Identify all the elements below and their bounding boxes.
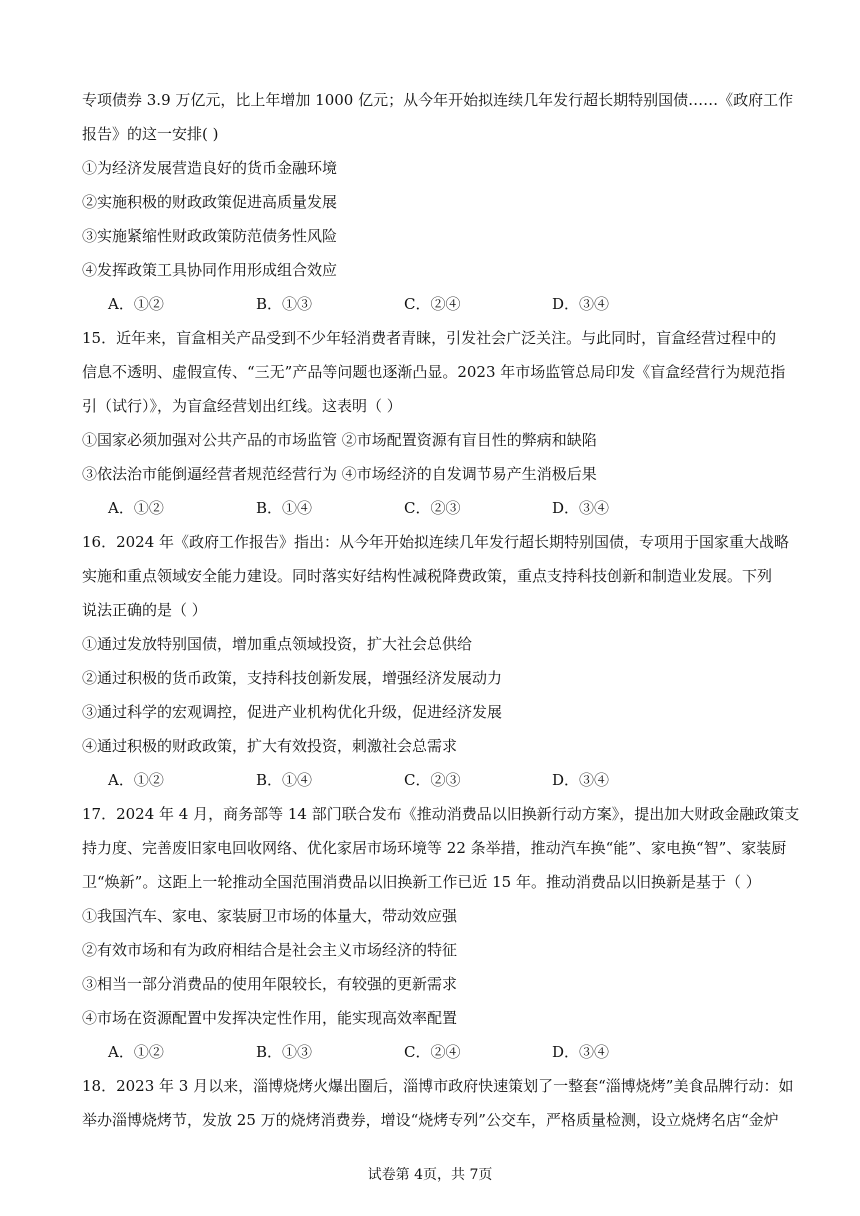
question-stem-line: 报告》的这一安排( ) — [82, 125, 219, 143]
statement: ④发挥政策工具协同作用形成组合效应 — [82, 261, 338, 279]
statement: ②通过积极的货币政策，支持科技创新发展，增强经济发展动力 — [82, 669, 503, 687]
question-17 — [82, 797, 800, 1069]
question-stem-line: 持力度、完善废旧家电回收网络、优化家居市场环境等 22 条举措，推动汽车换“能”、家电换“智”、家装厨 — [82, 839, 787, 857]
answer-options — [82, 1035, 782, 1069]
statement: ④通过积极的财政政策，扩大有效投资，刺激社会总需求 — [82, 737, 458, 755]
page-footer: 试卷第 4页，共 7页 — [367, 1167, 493, 1183]
statement: ①国家必须加强对公共产品的市场监管 ②市场配置资源有盲目性的弊病和缺陷 — [82, 431, 597, 449]
option-d: D．③④ — [552, 1043, 610, 1061]
question-stem-line: 16．2024 年《政府工作报告》指出：从今年开始拟连续几年发行超长期特别国债，专项用于国家重大战略 — [82, 533, 790, 551]
question-18 — [82, 1069, 794, 1137]
question-stem-line: 17．2024 年 4 月，商务部等 14 部门联合发布《推动消费品以旧换新行动方案》，提出加大财政金融政策支 — [82, 805, 800, 823]
question-stem-line: 实施和重点领域安全能力建设。同时落实好结构性减税降费政策，重点支持科技创新和制造业发展。下列 — [82, 567, 773, 585]
option-b: B．①④ — [256, 771, 313, 789]
question-stem-line: 说法正确的是（ ） — [82, 601, 207, 619]
question-stem-line: 引（试行）》，为盲盒经营划出红线。这表明（ ） — [82, 397, 402, 415]
option-a: A．①② — [108, 499, 164, 517]
option-c: C．②④ — [404, 295, 461, 313]
option-a: A．①② — [108, 1043, 164, 1061]
statement: ②有效市场和有为政府相结合是社会主义市场经济的特征 — [82, 941, 458, 959]
question-16 — [82, 525, 790, 797]
option-b: B．①③ — [256, 295, 313, 313]
statement: ①通过发放特别国债，增加重点领域投资，扩大社会总供给 — [82, 635, 473, 653]
statement: ③通过科学的宏观调控，促进产业机构优化升级，促进经济发展 — [82, 703, 503, 721]
statement: ③依法治市能倒逼经营者规范经营行为 ④市场经济的自发调节易产生消极后果 — [82, 465, 597, 483]
statement: ③实施紧缩性财政政策防范债务性风险 — [82, 227, 338, 245]
statement: ②实施积极的财政政策促进高质量发展 — [82, 193, 338, 211]
page-content — [82, 83, 800, 1137]
answer-options — [82, 491, 782, 525]
question-stem-line: 信息不透明、虚假宣传、“三无”产品等问题也逐渐凸显。2023 年市场监管总局印发《盲盒经营行为规范指 — [82, 363, 786, 381]
option-b: B．①④ — [256, 499, 313, 517]
question-stem-line: 15．近年来，盲盒相关产品受到不少年轻消费者青睐，引发社会广泛关注。与此同时，盲盒经营过程中的 — [82, 329, 777, 347]
option-c: C．②③ — [404, 499, 461, 517]
option-c: C．②③ — [404, 771, 461, 789]
question-14 — [82, 83, 794, 321]
answer-options — [82, 287, 782, 321]
answer-options — [82, 763, 782, 797]
question-15 — [82, 321, 786, 525]
option-d: D．③④ — [552, 295, 610, 313]
statement: ④市场在资源配置中发挥决定性作用，能实现高效率配置 — [82, 1009, 458, 1027]
question-stem-line: 卫“焕新”。这距上一轮推动全国范围消费品以旧换新工作已近 15 年。推动消费品以旧换新是基于（ ） — [82, 873, 761, 891]
statement: ①我国汽车、家电、家装厨卫市场的体量大，带动效应强 — [82, 907, 458, 925]
question-stem-line: 专项债券 3.9 万亿元，比上年增加 1000 亿元；从今年开始拟连续几年发行超长期特别国债……《政府工作 — [82, 91, 794, 109]
option-b: B．①③ — [256, 1043, 313, 1061]
question-stem-line: 举办淄博烧烤节，发放 25 万的烧烤消费券，增设“烧烤专列”公交车，严格质量检测，设立烧烤名店“金炉 — [82, 1111, 779, 1129]
statement: ③相当一部分消费品的使用年限较长，有较强的更新需求 — [82, 975, 458, 993]
question-stem-line: 18．2023 年 3 月以来，淄博烧烤火爆出圈后，淄博市政府快速策划了一整套“淄博烧烤”美食品牌行动：如 — [82, 1077, 794, 1095]
option-d: D．③④ — [552, 499, 610, 517]
statement: ①为经济发展营造良好的货币金融环境 — [82, 159, 338, 177]
option-c: C．②④ — [404, 1043, 461, 1061]
option-d: D．③④ — [552, 771, 610, 789]
option-a: A．①② — [108, 771, 164, 789]
option-a: A．①② — [108, 295, 164, 313]
